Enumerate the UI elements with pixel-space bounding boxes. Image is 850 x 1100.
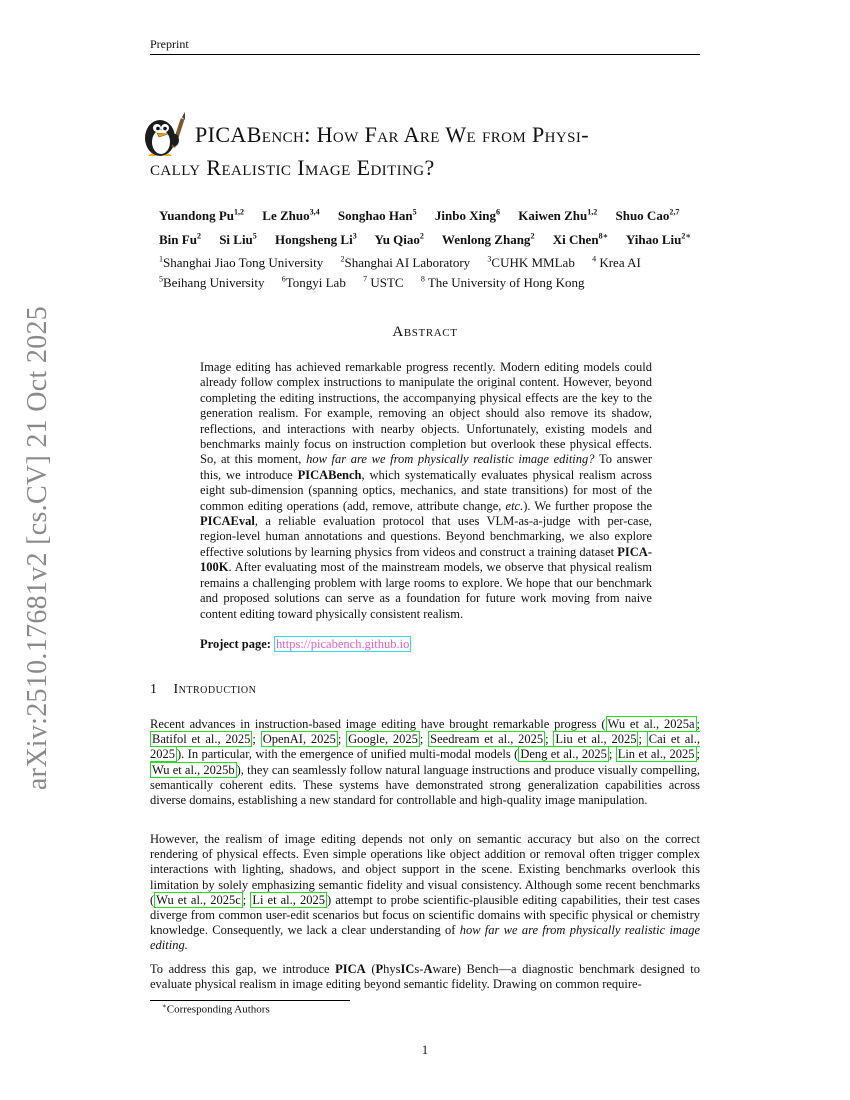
author: Yuandong Pu$^{1,2}$ (159, 208, 245, 224)
citation-link[interactable]: Batifol et al., 2025 (152, 732, 251, 747)
author-row (159, 203, 719, 226)
author: Xi Chen$^{8∗}$ (552, 231, 609, 247)
citation-link[interactable]: Wu et al., 2025c (156, 892, 241, 907)
author: Yu Qiao$^2$ (374, 231, 424, 247)
author: Le Zhuo$^{3,4}$ (262, 208, 320, 224)
citation-link[interactable]: Liu et al., 2025 (555, 732, 637, 747)
author: Hongsheng Li$^3$ (275, 231, 357, 247)
citation-link[interactable]: Li et al., 2025 (252, 892, 325, 907)
author-list (159, 203, 719, 250)
section-heading-introduction: 1 Introduction (150, 682, 257, 697)
author: Kaiwen Zhu$^{1,2}$ (518, 208, 598, 224)
project-page-link[interactable]: https://picabench.github.io (276, 637, 410, 651)
running-header: Preprint (150, 37, 189, 51)
page-number: 1 (421, 1043, 429, 1057)
project-page (200, 637, 411, 652)
title-line-2: cally Realistic Image Editing? (150, 155, 435, 180)
author-row (159, 226, 719, 249)
citation-link[interactable]: Seedream et al., 2025 (430, 732, 544, 747)
intro-paragraph-1: Recent advances in instruction-based image editing have brought remarkable progress ( Wu et al., 2025a ; Batifol et al., 2025 ; OpenAI, 2025 ; Google, 2025 ; Seedream et al., 2025 ; Liu et al., 2025 ; Cai et al., 2025 ). In particular, with the emergence of unified multi-modal models ( Deng et al., 2025 ; Lin et al., 2025 ; Wu et al., 2025b ), they can seamlessly follow natural language instructions and produce visually compelling, semantically coherent edits. These systems have demonstrated strong generalization capabilities across diverse domains, establishing a new standard for controllable and high-quality image manipulation. (150, 717, 701, 808)
citation-link[interactable]: Lin et al., 2025 (617, 747, 695, 762)
citation-link[interactable]: Deng et al., 2025 (520, 747, 607, 762)
citation-link[interactable]: Wu et al., 2025a (607, 717, 695, 731)
citation-link[interactable]: Wu et al., 2025b (152, 762, 235, 777)
affiliation-row (159, 252, 719, 271)
affiliation: $^1$Shanghai Jiao Tong University (159, 255, 324, 271)
citation-link[interactable]: OpenAI, 2025 (262, 732, 336, 747)
abstract-heading: Abstract (392, 324, 458, 340)
affiliation-row (159, 271, 719, 290)
author: Shuo Cao$^{2,7}$ (615, 208, 680, 224)
arxiv-watermark: arXiv:2510.17681v2 [cs.CV] 21 Oct 2025 (22, 305, 53, 791)
affiliation-list (159, 252, 719, 291)
author: Yihao Liu$^{2∗}$ (625, 231, 691, 247)
author: Si Liu$^5$ (219, 231, 257, 247)
intro-paragraph-2: However, the realism of image editing depends not only on semantic accuracy but also on the correct rendering of physical effects. Even simple operations like object addition or removal often trigger complex interactions with lighting, shadows, and object support in the scene. Existing benchmarks overlook this limitation by solely emphasizing semantic fidelity and visual consistency. Although some recent benchmarks ( Wu et al., 2025c ; Li et al., 2025 ) attempt to probe scientific-plausible editing capabilities, their test cases diverge from common user-edit scenarios but focus on scientific domains with specific physical or chemistry knowledge. Consequently, we lack a clear understanding of how far we are from physically realistic image editing. (150, 832, 701, 953)
footnote-rule (150, 1000, 350, 1001)
citation-link[interactable]: Google, 2025 (348, 732, 418, 747)
affiliation: $^6$Tongyi Lab (281, 274, 346, 290)
affiliation: $^7$ USTC (363, 274, 404, 290)
affiliation: $^3$CUHK MMLab (487, 255, 575, 271)
footnote: ∗Corresponding Authors (162, 1002, 270, 1016)
intro-paragraph-3: To address this gap, we introduce PICA (PhysICs-Aware) Bench—a diagnostic benchmark designed to evaluate physical realism in image editing beyond semantic fidelity. Drawing on common require- (150, 962, 701, 992)
abstract-body: Image editing has achieved remarkable progress recently. Modern editing models could already follow complex instructions to manipulate the original content. However, beyond completing the editing instructions, the accompanying physical effects are the key to the generation realism. For example, removing an object should also remove its shadow, reflections, and interactions with nearby objects. Unfortunately, existing models and benchmarks mainly focus on instruction completion but overlook these physical effects. So, at this moment, how far are we from physically realistic image editing? To answer this, we introduce PICABench, which systematically evaluates physical realism across eight sub-dimension (spanning optics, mechanics, and state transitions) for most of the common editing operations (add, remove, attribute change, etc.). We further propose the PICAEval, a reliable evaluation protocol that uses VLM-as-a-judge with per-case, region-level human annotations and questions. Beyond benchmarking, we also explore effective solutions by learning physics from videos and construct a training dataset PICA-100K. After evaluating most of the mainstream models, we observe that physical realism remains a challenging problem with large rooms to explore. We hope that our benchmark and proposed solutions can serve as a foundation for future work moving from naive content editing toward physically consistent realism. (200, 360, 653, 621)
affiliation: $^5$Beihang University (159, 274, 265, 290)
affiliation: $^4$ Krea AI (592, 255, 641, 271)
author: Songhao Han$^5$ (337, 208, 417, 224)
author: Jinbo Xing$^6$ (434, 208, 500, 224)
affiliation: $^2$Shanghai AI Laboratory (340, 255, 471, 271)
title-line-1: PICABench: How Far Are We from Physi- (195, 122, 589, 147)
author: Wenlong Zhang$^2$ (441, 231, 535, 247)
citation-link[interactable]: Cai et al., 2025 (150, 732, 700, 762)
author: Bin Fu$^2$ (159, 231, 201, 247)
header-rule (150, 54, 700, 55)
affiliation: $^8$ The University of Hong Kong (420, 274, 585, 290)
paper-title (150, 118, 710, 184)
project-page-label: Project page: (200, 637, 271, 651)
